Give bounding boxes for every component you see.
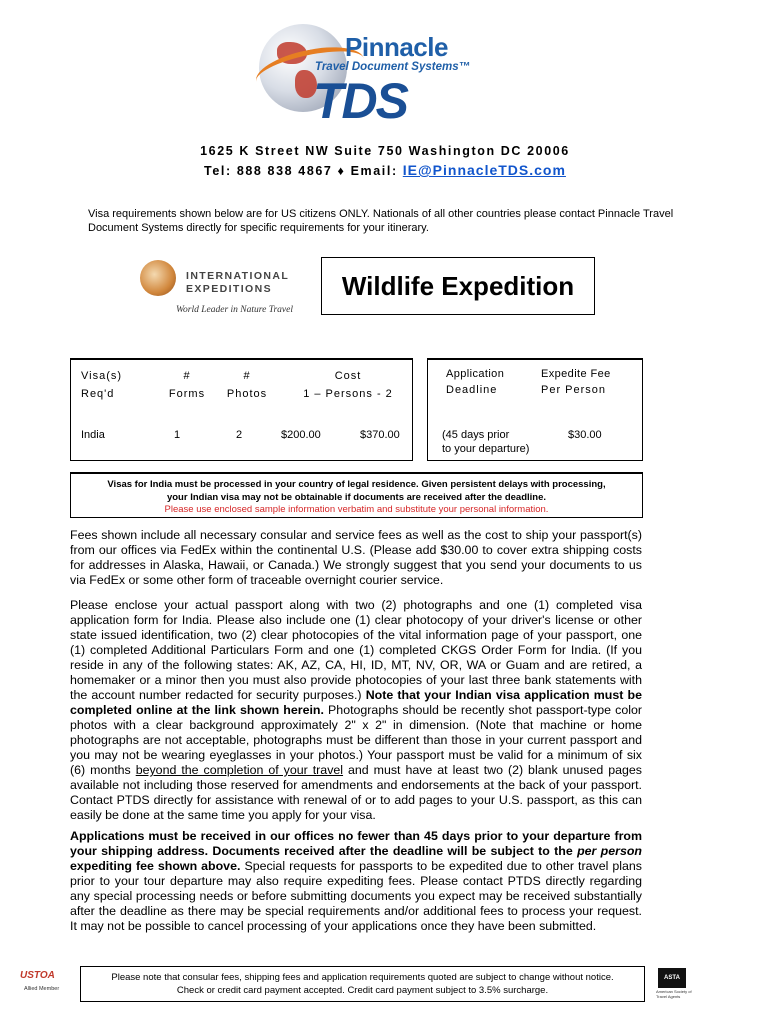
email-link[interactable]: IE@PinnacleTDS.com <box>402 162 566 178</box>
ie-logo-text <box>186 270 289 296</box>
header-visa <box>81 367 122 403</box>
online-application-note: Note that your Indian visa application must be completed online at the link shown herein. <box>70 688 642 717</box>
header-visa-line1: Visa(s) <box>81 370 123 382</box>
header-forms-line2: Forms <box>168 388 206 400</box>
header-forms-line1: # <box>183 370 191 382</box>
asta-subtitle: American Society of Travel Agents <box>656 989 692 999</box>
footer-line2: Check or credit card payment accepted. Credit card payment subject to 3.5% surcharge. <box>176 985 549 996</box>
footer-disclaimer <box>80 966 645 1002</box>
expediting-fee-bold: expediting fee shown above. <box>70 859 241 873</box>
documents-text: Please enclose your actual passport along with two (2) photographs and one (1) completed visa application form for India. Please also include one (1) clear photocopy of your driver's license or other state issued identification, two (2) clear photocopies of the vital information page of your passport, one (1) completed Additional Particulars Form and one (1) completed CKGS Order Form for India. (If you reside in any of the following states: AK, AZ, CA, HI, ID, MT, NV, OR, WA or Guam and are retired, a homemaker or a minor then you must also provide photocopies of your last three bank statements with the account number redacted for security purposes.) <box>70 598 642 702</box>
visa-note-line2: your Indian visa may not be obtainable if documents are received after the deadline. <box>166 491 547 503</box>
header-photos <box>221 367 273 403</box>
pinnacle-tds-logo <box>255 20 485 128</box>
header-deadline-line2: Deadline <box>446 384 498 396</box>
deadline-paragraph <box>70 829 642 934</box>
deadline-table <box>427 358 643 461</box>
header-expedite <box>541 366 611 398</box>
cell-country: India <box>81 429 105 441</box>
cell-cost-1: $200.00 <box>281 429 321 441</box>
ustoa-logo: USTOA <box>20 970 55 981</box>
international-expeditions-logo <box>140 258 300 318</box>
fee-table <box>70 358 413 461</box>
asta-logo: ASTA <box>658 968 686 988</box>
footer-line1: Please note that consular fees, shipping fees and application requirements quoted are subject to change without notice. <box>111 972 614 983</box>
phone-label: Tel: 888 838 4867 ♦ Email: <box>204 164 403 178</box>
ie-logo-line1: INTERNATIONAL <box>186 270 290 282</box>
citizenship-notice: Visa requirements shown below are for US citizens ONLY. Nationals of all other countries please contact Pinnacle Travel Document Systems directly for specific requirements for your itinerary. <box>88 208 674 234</box>
ie-tagline: World Leader in Nature Travel <box>176 305 293 315</box>
ie-logo-line2: EXPEDITIONS <box>186 283 272 295</box>
photo-requirements-text: Photographs should be recently shot passport-type color photos with a clear background approximately 2" x 2" in dimension. (Note that machine or home photographs are not acceptable, photographs must be different than those in your current passport and you may not be wearing eyeglasses in your photos.) Your passport must be valid for a minimum of six (6) months <box>70 703 642 777</box>
header-forms <box>167 367 207 403</box>
header-cost-line2: 1 – Persons - 2 <box>303 388 393 400</box>
visa-note-line1: Visas for India must be processed in your country of legal residence. Given persistent delays with processing, <box>107 479 606 490</box>
cell-expedite: $30.00 <box>568 429 602 441</box>
cell-cost-2: $370.00 <box>360 429 400 441</box>
globe-icon <box>140 260 176 296</box>
validity-underline: beyond the completion of your travel <box>135 763 344 777</box>
header-photos-line2: Photos <box>226 388 268 400</box>
header-visa-line2: Req'd <box>81 388 115 400</box>
cell-deadline-line1: (45 days prior <box>442 429 510 441</box>
visa-note-line3: Please use enclosed sample information verbatim and substitute your personal information. <box>164 504 549 515</box>
documents-paragraph <box>70 598 642 823</box>
ustoa-subtitle: Allied Member <box>24 986 60 992</box>
header-deadline <box>446 366 504 398</box>
brand-name: Pinnacle <box>345 32 448 62</box>
header-expedite-line1: Expedite Fee <box>541 368 611 380</box>
header-photos-line1: # <box>243 370 251 382</box>
per-person-emphasis: per person <box>577 844 642 858</box>
cell-photos: 2 <box>235 429 243 441</box>
brand-subtitle: Travel Document Systems™ <box>315 61 471 73</box>
fees-paragraph: Fees shown include all necessary consular and service fees as well as the cost to ship your passport(s) from our offices via FedEx within the continental U.S. (Please add $30.00 to cover extra shipping costs for addresses in Alaska, Hawaii, or Canada.) We strongly suggest that you send your documents to us via FedEx or some other form of traceable overnight courier service. <box>70 528 642 587</box>
header-deadline-line1: Application <box>446 368 505 380</box>
cell-deadline <box>442 428 529 456</box>
special-requests-text: Special requests for passports to be expedited due to other travel plans prior to your tour departure may also require expediting fees. Please contact PTDS directly regarding any special processing needs or before submitting documents you expect may be received substantially after the deadline as there may be special requirements and/or additional fees to process your request. It may not be possible to cancel processing of your applications once they have been submitted. <box>70 859 642 933</box>
street-address: 1625 K Street NW Suite 750 Washington DC 20006 <box>200 144 570 158</box>
brand-tds: TDS <box>313 73 407 129</box>
header-expedite-line2: Per Person <box>541 384 607 396</box>
trip-title: Wildlife Expedition <box>321 257 595 315</box>
passport-pages-text: and must have at least two (2) blank unused pages available not including those reserved for amendments and endorsements at the back of your passport. Contact PTDS directly for assistance with renewal of or to add pages to your U.S. passport, as this can easily be done at the same time you apply for your visa. <box>70 763 643 822</box>
header-cost-line1: Cost <box>334 370 362 382</box>
india-visa-note <box>70 472 643 518</box>
deadline-bold-text: Applications must be received in our offices no fewer than 45 days prior to your departure from your shipping address. Documents received after the deadline will be subject to the <box>70 829 642 858</box>
header-cost <box>289 367 407 403</box>
contact-line <box>0 162 770 178</box>
cell-forms: 1 <box>173 429 181 441</box>
cell-deadline-line2: to your departure) <box>442 443 530 455</box>
